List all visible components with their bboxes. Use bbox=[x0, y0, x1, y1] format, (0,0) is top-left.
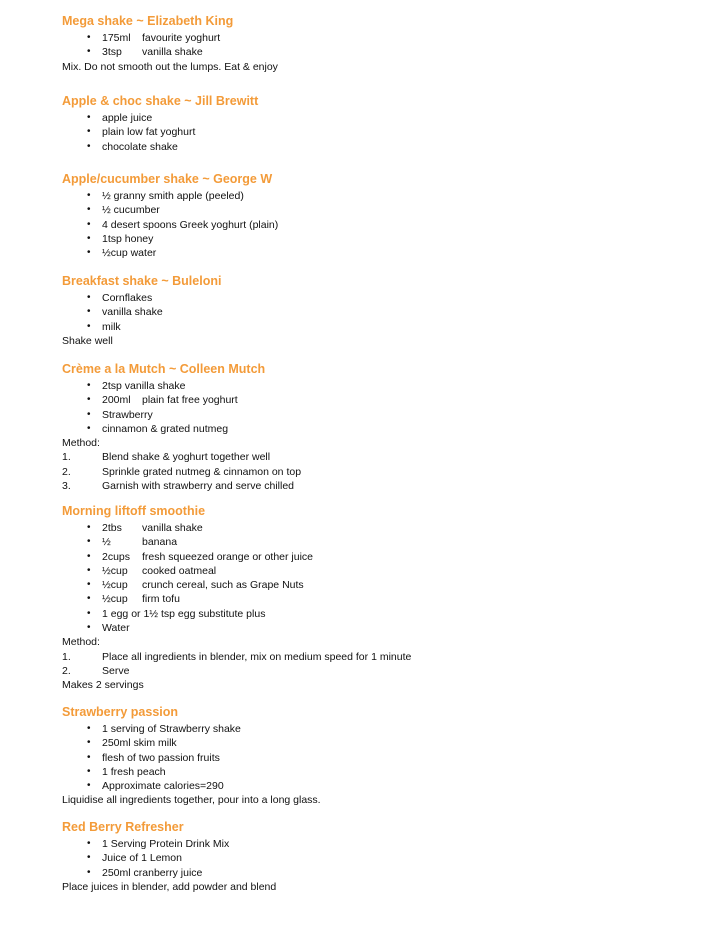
list-item bbox=[62, 765, 321, 779]
bullet-icon: • bbox=[87, 247, 91, 259]
recipe-note: Liquidise all ingredients together, pour into a long glass. bbox=[62, 794, 321, 807]
recipe-note: Shake well bbox=[62, 334, 113, 347]
bullet-icon: • bbox=[87, 306, 91, 318]
list-item bbox=[62, 31, 278, 45]
ingredient-text: Strawberry bbox=[102, 408, 153, 421]
step-text: Blend shake & yoghurt together well bbox=[102, 451, 271, 464]
ingredient-text: Approximate calories=290 bbox=[102, 780, 224, 793]
ingredient-qty: ½ bbox=[102, 536, 111, 549]
step-text: Place all ingredients in blender, mix on medium speed for 1 minute bbox=[102, 650, 412, 663]
recipe-title: Apple & choc shake ~ Jill Brewitt bbox=[62, 94, 259, 108]
recipe-title: Apple/cucumber shake ~ George W bbox=[62, 172, 273, 186]
list-item bbox=[62, 521, 205, 535]
recipe-title: Mega shake ~ Elizabeth King bbox=[62, 14, 234, 28]
step-number: 3. bbox=[62, 480, 71, 493]
bullet-icon: • bbox=[87, 550, 91, 562]
step-number: 2. bbox=[62, 465, 71, 478]
list-item bbox=[62, 246, 272, 260]
ingredient-qty: 2cups bbox=[102, 550, 131, 563]
list-item bbox=[62, 751, 321, 765]
list-item bbox=[62, 140, 258, 154]
ingredient-text: ½cup water bbox=[102, 247, 157, 260]
bullet-icon: • bbox=[87, 866, 91, 878]
list-item bbox=[62, 650, 412, 664]
step-text: Serve bbox=[102, 664, 130, 677]
list-item bbox=[62, 837, 276, 851]
bullet-icon: • bbox=[87, 408, 91, 420]
bullet-icon: • bbox=[87, 112, 91, 123]
ingredient-text: 1 egg or 1½ tsp egg substitute plus bbox=[102, 607, 266, 620]
ingredient-list bbox=[62, 521, 314, 635]
ingredient-text: fresh squeezed orange or other juice bbox=[142, 550, 314, 563]
ingredient-text: milk bbox=[102, 320, 121, 333]
list-item bbox=[62, 125, 258, 139]
bullet-icon: • bbox=[87, 32, 91, 43]
list-item bbox=[62, 851, 276, 865]
recipe-mega-shake bbox=[62, 14, 278, 74]
bullet-icon: • bbox=[87, 422, 91, 434]
list-item bbox=[62, 866, 276, 880]
bullet-icon: • bbox=[87, 852, 91, 864]
recipe-title: Red Berry Refresher bbox=[62, 820, 184, 834]
recipe-note: Mix. Do not smooth out the lumps. Eat & enjoy bbox=[62, 60, 278, 73]
list-item bbox=[62, 422, 265, 436]
bullet-icon: • bbox=[87, 579, 91, 591]
list-item bbox=[62, 189, 272, 203]
bullet-icon: • bbox=[87, 780, 91, 792]
ingredient-list bbox=[62, 291, 221, 334]
bullet-icon: • bbox=[87, 723, 91, 734]
recipe-apple-choc-shake bbox=[62, 94, 258, 154]
bullet-icon: • bbox=[87, 380, 91, 391]
list-item bbox=[62, 320, 221, 334]
ingredient-text: plain fat free yoghurt bbox=[142, 394, 238, 407]
bullet-icon: • bbox=[87, 737, 91, 749]
list-item bbox=[62, 218, 279, 232]
bullet-icon: • bbox=[87, 607, 91, 619]
bullet-icon: • bbox=[87, 522, 91, 533]
bullet-icon: • bbox=[87, 204, 91, 216]
list-item bbox=[62, 465, 302, 479]
bullet-icon: • bbox=[87, 622, 91, 634]
recipe-title: Strawberry passion bbox=[62, 705, 179, 719]
list-item bbox=[62, 45, 278, 59]
list-item bbox=[62, 379, 265, 393]
step-number: 2. bbox=[62, 664, 71, 677]
bullet-icon: • bbox=[87, 751, 91, 763]
list-item bbox=[62, 232, 272, 246]
list-item bbox=[62, 305, 221, 319]
ingredient-text: vanilla shake bbox=[142, 522, 203, 534]
ingredient-text: Juice of 1 Lemon bbox=[102, 852, 182, 865]
list-item bbox=[62, 111, 258, 125]
ingredient-qty: 2tbs bbox=[102, 522, 122, 534]
ingredient-qty: 200ml bbox=[102, 394, 131, 407]
ingredient-text: vanilla shake bbox=[142, 46, 203, 59]
recipe-note: Place juices in blender, add powder and blend bbox=[62, 880, 277, 893]
ingredient-text: 1tsp honey bbox=[102, 232, 154, 245]
ingredient-qty: 3tsp bbox=[102, 46, 122, 59]
step-text: Sprinkle grated nutmeg & cinnamon on top bbox=[102, 465, 302, 478]
ingredient-text: Cornflakes bbox=[102, 292, 153, 304]
ingredient-text: chocolate shake bbox=[102, 140, 178, 153]
bullet-icon: • bbox=[87, 564, 91, 576]
list-item bbox=[62, 607, 266, 621]
list-item bbox=[62, 479, 294, 493]
bullet-icon: • bbox=[87, 838, 91, 849]
recipe-title: Crème a la Mutch ~ Colleen Mutch bbox=[62, 362, 266, 376]
ingredient-list bbox=[62, 31, 278, 60]
ingredient-qty: ½cup bbox=[102, 593, 128, 606]
ingredient-text: ½ granny smith apple (peeled) bbox=[102, 190, 244, 202]
bullet-icon: • bbox=[87, 140, 91, 152]
ingredient-text: vanilla shake bbox=[102, 306, 163, 319]
list-item bbox=[62, 592, 205, 606]
ingredient-qty: 175ml bbox=[102, 32, 131, 44]
ingredient-text: cooked oatmeal bbox=[142, 564, 217, 577]
ingredient-text: cinnamon & grated nutmeg bbox=[102, 422, 229, 435]
ingredient-text: plain low fat yoghurt bbox=[102, 126, 196, 139]
ingredient-list bbox=[62, 189, 279, 260]
list-item bbox=[62, 664, 205, 678]
list-item bbox=[62, 564, 217, 578]
list-item bbox=[62, 408, 265, 422]
ingredient-list bbox=[62, 837, 276, 880]
recipe-morning-liftoff-smoothie bbox=[62, 504, 412, 693]
list-item bbox=[62, 736, 321, 750]
ingredient-text: 250ml skim milk bbox=[102, 737, 177, 750]
list-item bbox=[62, 779, 321, 793]
method-steps bbox=[62, 650, 412, 679]
list-item bbox=[62, 450, 271, 464]
bullet-icon: • bbox=[87, 126, 91, 138]
ingredient-text: 250ml cranberry juice bbox=[102, 866, 203, 879]
ingredient-text: 1 serving of Strawberry shake bbox=[102, 723, 241, 735]
ingredient-text: flesh of two passion fruits bbox=[102, 751, 220, 764]
ingredient-list bbox=[62, 722, 321, 793]
bullet-icon: • bbox=[87, 232, 91, 244]
bullet-icon: • bbox=[87, 593, 91, 605]
ingredient-text: 1 Serving Protein Drink Mix bbox=[102, 838, 230, 850]
list-item bbox=[62, 203, 272, 217]
step-text: Garnish with strawberry and serve chilled bbox=[102, 480, 294, 493]
ingredient-text: crunch cereal, such as Grape Nuts bbox=[142, 579, 304, 592]
list-item bbox=[62, 393, 265, 407]
bullet-icon: • bbox=[87, 218, 91, 230]
bullet-icon: • bbox=[87, 536, 91, 548]
list-item bbox=[62, 291, 221, 305]
ingredient-text: firm tofu bbox=[142, 593, 180, 606]
step-number: 1. bbox=[62, 650, 71, 663]
bullet-icon: • bbox=[87, 320, 91, 332]
recipe-breakfast-shake bbox=[62, 274, 221, 348]
ingredient-list bbox=[62, 111, 258, 154]
ingredient-list bbox=[62, 379, 265, 436]
bullet-icon: • bbox=[87, 292, 91, 303]
ingredient-text: 2tsp vanilla shake bbox=[102, 380, 186, 392]
ingredient-text: Water bbox=[102, 622, 130, 635]
recipe-strawberry-passion bbox=[62, 705, 321, 808]
recipe-title: Breakfast shake ~ Buleloni bbox=[62, 274, 222, 288]
list-item bbox=[62, 621, 205, 635]
list-item bbox=[62, 578, 304, 592]
recipe-title: Morning liftoff smoothie bbox=[62, 504, 206, 518]
ingredient-text: 1 fresh peach bbox=[102, 765, 166, 778]
method-steps bbox=[62, 450, 302, 493]
bullet-icon: • bbox=[87, 190, 91, 201]
ingredient-text: 4 desert spoons Greek yoghurt (plain) bbox=[102, 218, 279, 231]
ingredient-text: ½ cucumber bbox=[102, 204, 160, 217]
list-item bbox=[62, 535, 205, 549]
ingredient-qty: ½cup bbox=[102, 564, 128, 577]
step-number: 1. bbox=[62, 451, 71, 464]
ingredient-qty: ½cup bbox=[102, 579, 128, 592]
bullet-icon: • bbox=[87, 46, 91, 58]
ingredient-text: favourite yoghurt bbox=[142, 32, 221, 44]
ingredient-text: banana bbox=[142, 536, 178, 549]
ingredient-text: apple juice bbox=[102, 112, 153, 124]
method-label: Method: bbox=[62, 636, 100, 649]
recipe-red-berry-refresher bbox=[62, 820, 276, 894]
method-label: Method: bbox=[62, 437, 100, 450]
recipe-apple-cucumber-shake bbox=[62, 172, 279, 260]
recipe-creme-a-la-mutch bbox=[62, 362, 302, 493]
bullet-icon: • bbox=[87, 765, 91, 777]
recipe-note: Makes 2 servings bbox=[62, 679, 144, 692]
bullet-icon: • bbox=[87, 394, 91, 406]
list-item bbox=[62, 722, 321, 736]
list-item bbox=[62, 550, 314, 564]
